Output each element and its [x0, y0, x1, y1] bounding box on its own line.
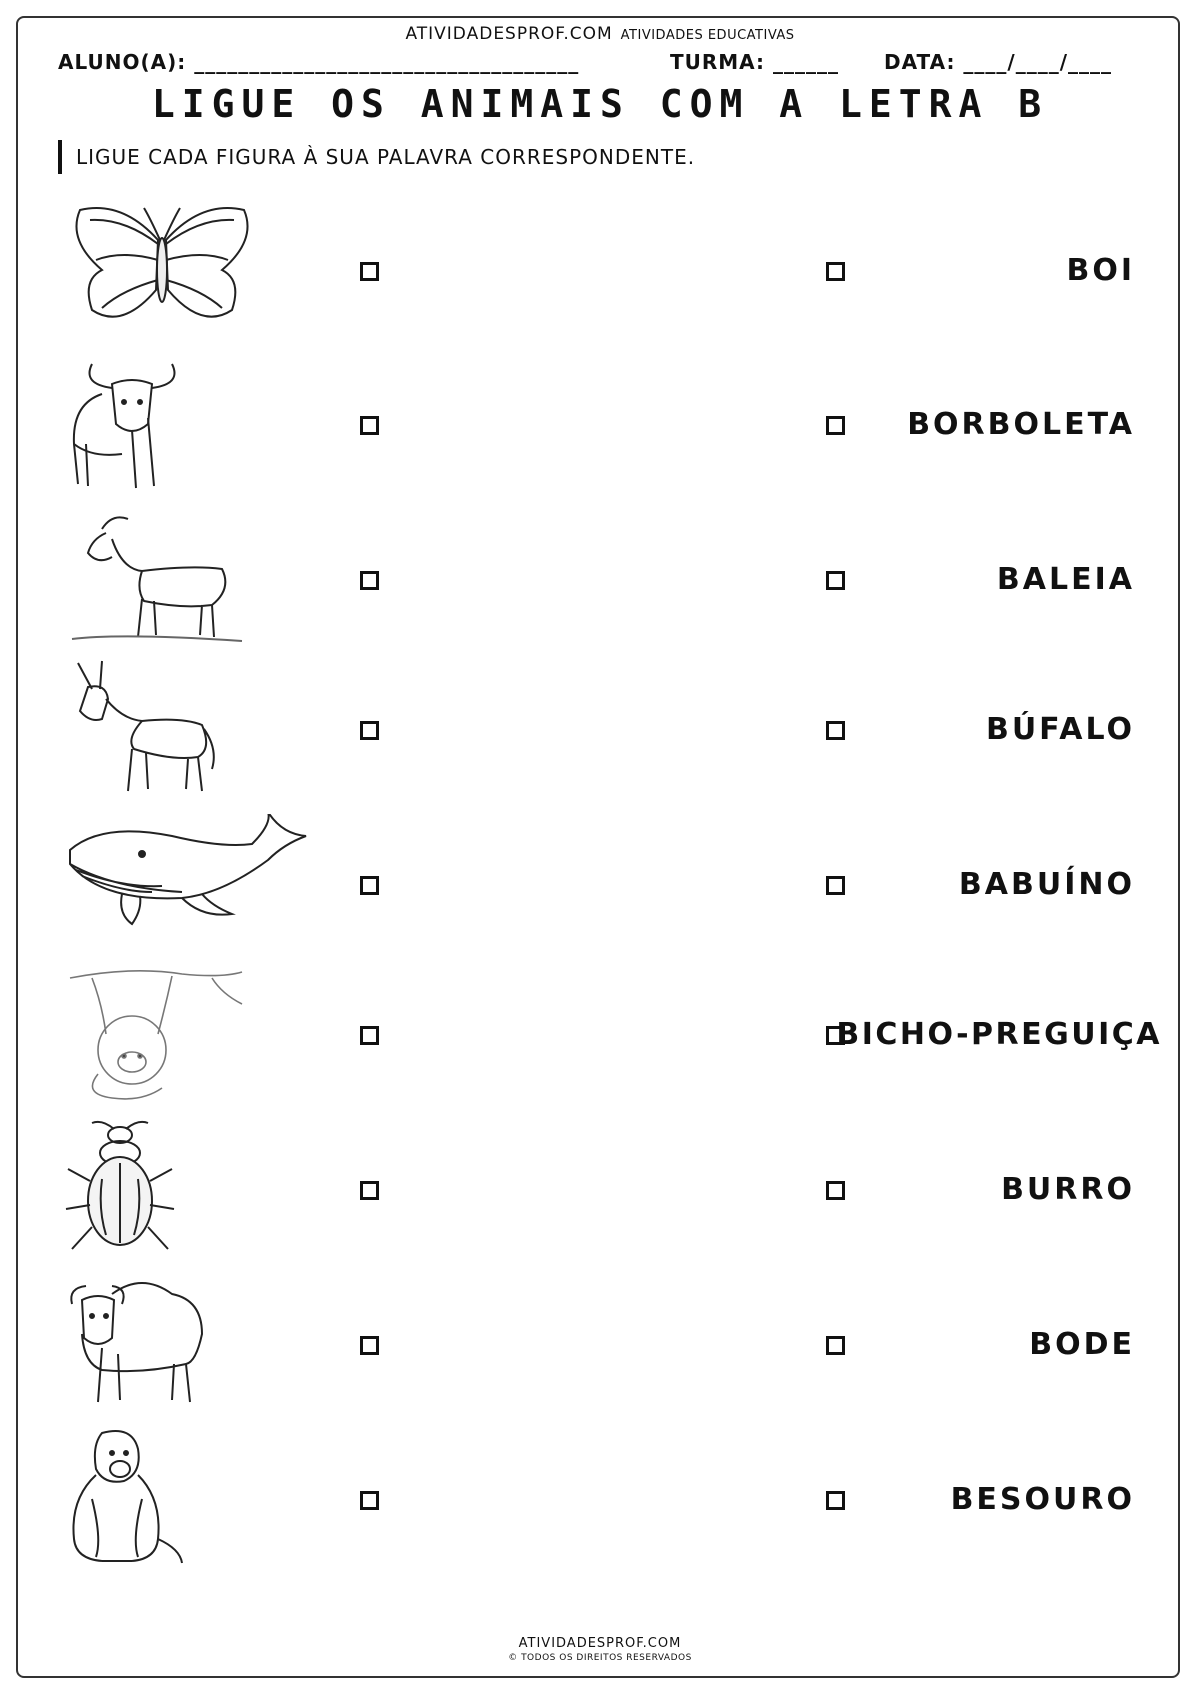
word-dot[interactable]: [826, 1336, 845, 1355]
word-label: BABUÍNO: [958, 867, 1135, 902]
picture-dot[interactable]: [360, 876, 379, 895]
student-fields: [58, 50, 1148, 80]
bison-icon: [62, 1274, 262, 1414]
exercise-row: [0, 1270, 1200, 1420]
exercise-row: [0, 1425, 1200, 1575]
footer-copyright: © TODOS OS DIREITOS RESERVADOS: [508, 1653, 692, 1663]
exercise-row: [0, 655, 1200, 805]
word-dot[interactable]: [826, 1181, 845, 1200]
ox-icon: [62, 354, 262, 494]
word-dot[interactable]: [826, 876, 845, 895]
donkey-icon: [62, 659, 262, 799]
site-name: ATIVIDADESPROF.COM: [405, 24, 613, 44]
word-label: BURRO: [1001, 1172, 1135, 1207]
exercise-row: [0, 196, 1200, 346]
sloth-icon: [62, 964, 262, 1104]
page-footer: [0, 1636, 1200, 1663]
exercise-row: [0, 1115, 1200, 1265]
picture-dot[interactable]: [360, 721, 379, 740]
word-label: BALEIA: [996, 562, 1135, 597]
date-field[interactable]: DATA: ____/____/____: [884, 50, 1113, 74]
word-dot[interactable]: [826, 721, 845, 740]
word-label: BÚFALO: [985, 712, 1135, 747]
word-label: BICHO-PREGUIÇA: [836, 1017, 1162, 1052]
beetle-icon: [62, 1119, 262, 1259]
goat-icon: [62, 509, 262, 649]
picture-dot[interactable]: [360, 1491, 379, 1510]
exercise-row: [0, 960, 1200, 1110]
word-dot[interactable]: [826, 262, 845, 281]
word-label: BESOURO: [950, 1482, 1135, 1517]
word-dot[interactable]: [826, 571, 845, 590]
exercise-row: [0, 350, 1200, 500]
baboon-icon: [62, 1429, 262, 1569]
word-dot[interactable]: [826, 416, 845, 435]
site-tagline: ATIVIDADES EDUCATIVAS: [620, 28, 795, 43]
word-label: BODE: [1029, 1327, 1135, 1362]
picture-dot[interactable]: [360, 1026, 379, 1045]
word-dot[interactable]: [826, 1491, 845, 1510]
word-label: BOI: [1066, 253, 1135, 288]
picture-dot[interactable]: [360, 416, 379, 435]
picture-dot[interactable]: [360, 1336, 379, 1355]
exercise-row: [0, 505, 1200, 655]
picture-dot[interactable]: [360, 262, 379, 281]
class-field[interactable]: TURMA: ______: [670, 50, 839, 74]
site-header: [0, 24, 1200, 44]
word-label: BORBOLETA: [907, 407, 1135, 442]
student-name-field[interactable]: ALUNO(A): ___________________________________: [58, 50, 580, 74]
exercise-row: [0, 810, 1200, 960]
picture-dot[interactable]: [360, 571, 379, 590]
whale-icon: [62, 814, 312, 954]
instruction-text: LIGUE CADA FIGURA À SUA PALAVRA CORRESPONDENTE.: [58, 140, 695, 174]
footer-site: ATIVIDADESPROF.COM: [518, 1636, 682, 1651]
page-title: LIGUE OS ANIMAIS COM A LETRA B: [151, 82, 1049, 126]
picture-dot[interactable]: [360, 1181, 379, 1200]
butterfly-icon: [62, 200, 262, 340]
